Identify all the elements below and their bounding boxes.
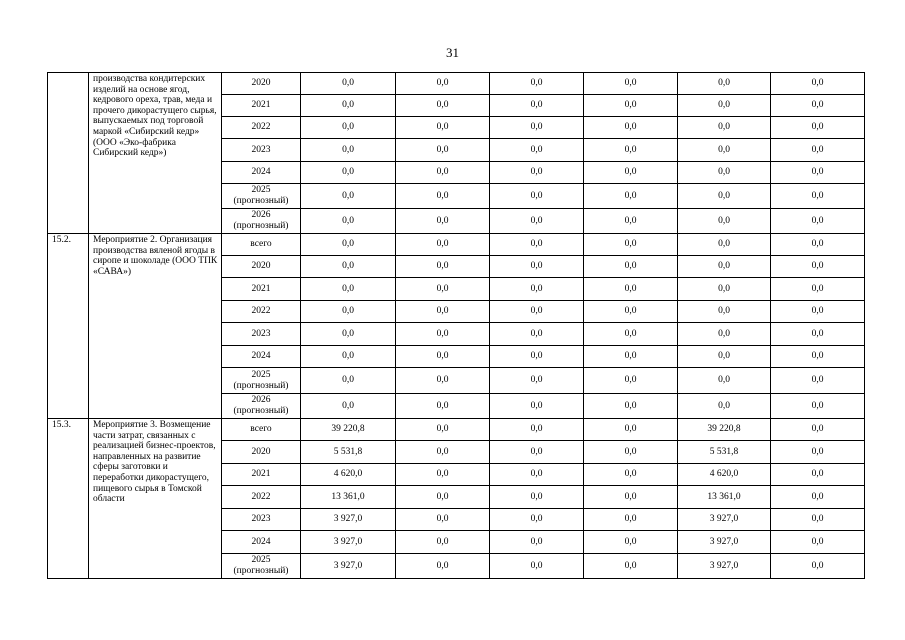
table-row bbox=[48, 73, 865, 95]
value-cell: 0,0 bbox=[771, 554, 865, 579]
value-cell: 0,0 bbox=[771, 209, 865, 234]
value-cell: 0,0 bbox=[584, 531, 678, 554]
year-cell bbox=[222, 531, 301, 554]
value-cell: 0,0 bbox=[678, 117, 771, 139]
value-cell: 0,0 bbox=[301, 117, 396, 139]
value-cell: 0,0 bbox=[490, 301, 584, 323]
value-cell: 0,0 bbox=[678, 95, 771, 117]
year-label: (прогнозный) bbox=[233, 380, 289, 391]
year-cell bbox=[222, 117, 301, 139]
value-cell: 0,0 bbox=[584, 256, 678, 278]
item-number bbox=[48, 73, 89, 234]
year-cell bbox=[222, 278, 301, 301]
year-label: 2024 bbox=[251, 351, 271, 362]
item-description: Мероприятие 3. Возмещение части затрат, связанных с реализацией бизнес-проектов, направленных на развитие сферы заготовки и переработки дикорастущего, пищевого сырья в Томской области bbox=[89, 419, 222, 579]
value-cell: 0,0 bbox=[301, 209, 396, 234]
value-cell: 0,0 bbox=[584, 368, 678, 394]
value-cell: 0,0 bbox=[396, 184, 490, 209]
year-label: 2022 bbox=[251, 491, 271, 502]
value-cell: 0,0 bbox=[771, 441, 865, 464]
value-cell: 0,0 bbox=[490, 139, 584, 162]
value-cell: 0,0 bbox=[301, 95, 396, 117]
value-cell: 0,0 bbox=[678, 323, 771, 346]
item-number: 15.3. bbox=[48, 419, 89, 579]
year-label: всего bbox=[250, 424, 272, 435]
year-label: 2021 bbox=[251, 469, 271, 480]
value-cell: 0,0 bbox=[584, 419, 678, 441]
year-label: 2024 bbox=[251, 167, 271, 178]
value-cell: 0,0 bbox=[584, 234, 678, 256]
value-cell: 0,0 bbox=[396, 278, 490, 301]
year-cell bbox=[222, 368, 301, 394]
value-cell: 0,0 bbox=[301, 234, 396, 256]
value-cell: 3 927,0 bbox=[301, 509, 396, 531]
value-cell: 0,0 bbox=[678, 301, 771, 323]
value-cell: 3 927,0 bbox=[678, 509, 771, 531]
value-cell: 0,0 bbox=[396, 95, 490, 117]
year-label: всего bbox=[250, 239, 272, 250]
value-cell: 0,0 bbox=[584, 73, 678, 95]
value-cell: 13 361,0 bbox=[301, 486, 396, 509]
item-description: производства кондитерских изделий на основе ягод, кедрового ореха, трав, меда и прочего дикорастущего сырья, выпускаемых под торговой маркой «Сибирский кедр» (ООО «Эко-фабрика Сибирский кедр») bbox=[89, 73, 222, 234]
value-cell: 0,0 bbox=[301, 162, 396, 184]
year-cell bbox=[222, 486, 301, 509]
value-cell: 0,0 bbox=[490, 95, 584, 117]
year-label: (прогнозный) bbox=[233, 221, 289, 231]
year-label: 2022 bbox=[251, 122, 271, 133]
value-cell: 0,0 bbox=[584, 394, 678, 419]
value-cell: 0,0 bbox=[771, 394, 865, 419]
year-cell bbox=[222, 209, 301, 234]
year-cell bbox=[222, 95, 301, 117]
value-cell: 0,0 bbox=[396, 162, 490, 184]
value-cell: 0,0 bbox=[396, 301, 490, 323]
value-cell: 0,0 bbox=[490, 368, 584, 394]
value-cell: 0,0 bbox=[678, 162, 771, 184]
value-cell: 5 531,8 bbox=[301, 441, 396, 464]
value-cell: 39 220,8 bbox=[678, 419, 771, 441]
year-cell bbox=[222, 509, 301, 531]
value-cell: 0,0 bbox=[301, 301, 396, 323]
year-label: 2021 bbox=[251, 283, 271, 294]
value-cell: 0,0 bbox=[490, 234, 584, 256]
value-cell: 0,0 bbox=[678, 209, 771, 234]
value-cell: 0,0 bbox=[490, 486, 584, 509]
year-cell bbox=[222, 554, 301, 579]
value-cell: 0,0 bbox=[771, 531, 865, 554]
value-cell: 0,0 bbox=[301, 73, 396, 95]
year-cell bbox=[222, 184, 301, 209]
value-cell: 0,0 bbox=[301, 346, 396, 368]
year-label: 2024 bbox=[251, 536, 271, 547]
year-label: 2026 bbox=[251, 210, 271, 221]
value-cell: 0,0 bbox=[396, 256, 490, 278]
value-cell: 0,0 bbox=[301, 184, 396, 209]
value-cell: 0,0 bbox=[396, 139, 490, 162]
value-cell: 0,0 bbox=[396, 394, 490, 419]
item-description: Мероприятие 2. Организация производства вяленой ягоды в сиропе и шоколаде (ООО ТПК «САВА») bbox=[89, 234, 222, 419]
value-cell: 0,0 bbox=[396, 117, 490, 139]
value-cell: 0,0 bbox=[771, 139, 865, 162]
value-cell: 0,0 bbox=[771, 323, 865, 346]
value-cell: 0,0 bbox=[771, 162, 865, 184]
year-label: (прогнозный) bbox=[233, 406, 289, 416]
table-row bbox=[48, 234, 865, 256]
value-cell: 0,0 bbox=[771, 346, 865, 368]
value-cell: 0,0 bbox=[396, 531, 490, 554]
value-cell: 0,0 bbox=[771, 95, 865, 117]
year-label: 2025 bbox=[251, 185, 271, 196]
value-cell: 0,0 bbox=[490, 117, 584, 139]
year-label: 2020 bbox=[251, 446, 271, 457]
value-cell: 0,0 bbox=[301, 278, 396, 301]
value-cell: 0,0 bbox=[771, 509, 865, 531]
value-cell: 0,0 bbox=[771, 234, 865, 256]
value-cell: 0,0 bbox=[490, 419, 584, 441]
value-cell: 0,0 bbox=[584, 464, 678, 486]
value-cell: 0,0 bbox=[678, 394, 771, 419]
value-cell: 4 620,0 bbox=[678, 464, 771, 486]
year-cell bbox=[222, 139, 301, 162]
value-cell: 0,0 bbox=[584, 184, 678, 209]
value-cell: 0,0 bbox=[301, 139, 396, 162]
budget-table bbox=[47, 72, 865, 579]
value-cell: 0,0 bbox=[678, 184, 771, 209]
value-cell: 0,0 bbox=[678, 139, 771, 162]
value-cell: 0,0 bbox=[490, 464, 584, 486]
value-cell: 3 927,0 bbox=[301, 554, 396, 579]
value-cell: 0,0 bbox=[584, 95, 678, 117]
value-cell: 0,0 bbox=[771, 464, 865, 486]
year-label: 2021 bbox=[251, 100, 271, 111]
value-cell: 0,0 bbox=[301, 394, 396, 419]
value-cell: 0,0 bbox=[396, 73, 490, 95]
value-cell: 0,0 bbox=[678, 256, 771, 278]
table-row bbox=[48, 419, 865, 441]
value-cell: 0,0 bbox=[771, 184, 865, 209]
value-cell: 0,0 bbox=[396, 509, 490, 531]
value-cell: 0,0 bbox=[396, 464, 490, 486]
year-cell bbox=[222, 464, 301, 486]
value-cell: 0,0 bbox=[678, 368, 771, 394]
value-cell: 4 620,0 bbox=[301, 464, 396, 486]
year-label: 2026 bbox=[251, 395, 271, 406]
year-cell bbox=[222, 234, 301, 256]
value-cell: 3 927,0 bbox=[301, 531, 396, 554]
value-cell: 0,0 bbox=[584, 162, 678, 184]
year-label: 2023 bbox=[251, 328, 271, 339]
value-cell: 0,0 bbox=[771, 278, 865, 301]
value-cell: 0,0 bbox=[584, 278, 678, 301]
value-cell: 0,0 bbox=[584, 209, 678, 234]
value-cell: 0,0 bbox=[396, 209, 490, 234]
year-cell bbox=[222, 419, 301, 441]
year-label: 2020 bbox=[251, 261, 271, 272]
value-cell: 0,0 bbox=[771, 73, 865, 95]
value-cell: 0,0 bbox=[771, 301, 865, 323]
value-cell: 0,0 bbox=[584, 301, 678, 323]
year-cell bbox=[222, 346, 301, 368]
value-cell: 0,0 bbox=[396, 441, 490, 464]
year-cell bbox=[222, 441, 301, 464]
value-cell: 0,0 bbox=[490, 162, 584, 184]
year-cell bbox=[222, 256, 301, 278]
value-cell: 0,0 bbox=[490, 323, 584, 346]
value-cell: 0,0 bbox=[771, 419, 865, 441]
value-cell: 0,0 bbox=[301, 368, 396, 394]
value-cell: 0,0 bbox=[490, 209, 584, 234]
value-cell: 0,0 bbox=[301, 323, 396, 346]
value-cell: 0,0 bbox=[396, 346, 490, 368]
value-cell: 0,0 bbox=[396, 419, 490, 441]
value-cell: 0,0 bbox=[584, 441, 678, 464]
value-cell: 0,0 bbox=[678, 346, 771, 368]
value-cell: 0,0 bbox=[490, 346, 584, 368]
value-cell: 0,0 bbox=[396, 554, 490, 579]
value-cell: 0,0 bbox=[771, 256, 865, 278]
value-cell: 0,0 bbox=[584, 554, 678, 579]
value-cell: 3 927,0 bbox=[678, 531, 771, 554]
value-cell: 0,0 bbox=[396, 368, 490, 394]
value-cell: 0,0 bbox=[490, 509, 584, 531]
value-cell: 0,0 bbox=[584, 486, 678, 509]
item-number: 15.2. bbox=[48, 234, 89, 419]
value-cell: 5 531,8 bbox=[678, 441, 771, 464]
value-cell: 0,0 bbox=[771, 368, 865, 394]
year-label: 2025 bbox=[251, 369, 271, 380]
value-cell: 0,0 bbox=[490, 531, 584, 554]
value-cell: 0,0 bbox=[490, 554, 584, 579]
value-cell: 0,0 bbox=[490, 73, 584, 95]
value-cell: 0,0 bbox=[490, 441, 584, 464]
value-cell: 3 927,0 bbox=[678, 554, 771, 579]
value-cell: 0,0 bbox=[490, 184, 584, 209]
value-cell: 0,0 bbox=[584, 509, 678, 531]
value-cell: 0,0 bbox=[771, 117, 865, 139]
year-cell bbox=[222, 73, 301, 95]
value-cell: 0,0 bbox=[584, 117, 678, 139]
value-cell: 0,0 bbox=[678, 278, 771, 301]
year-cell bbox=[222, 301, 301, 323]
value-cell: 0,0 bbox=[301, 256, 396, 278]
value-cell: 0,0 bbox=[584, 346, 678, 368]
value-cell: 0,0 bbox=[490, 278, 584, 301]
page-number: 31 bbox=[446, 45, 459, 60]
year-label: 2023 bbox=[251, 144, 271, 155]
value-cell: 0,0 bbox=[584, 139, 678, 162]
year-cell bbox=[222, 394, 301, 419]
year-label: 2023 bbox=[251, 514, 271, 525]
value-cell: 0,0 bbox=[396, 234, 490, 256]
year-label: (прогнозный) bbox=[233, 196, 289, 206]
year-label: 2025 bbox=[251, 555, 271, 566]
value-cell: 39 220,8 bbox=[301, 419, 396, 441]
value-cell: 0,0 bbox=[771, 486, 865, 509]
year-cell bbox=[222, 323, 301, 346]
value-cell: 0,0 bbox=[490, 256, 584, 278]
value-cell: 0,0 bbox=[490, 394, 584, 419]
value-cell: 0,0 bbox=[678, 73, 771, 95]
year-label: 2020 bbox=[251, 78, 271, 89]
value-cell: 0,0 bbox=[678, 234, 771, 256]
year-label: (прогнозный) bbox=[233, 566, 289, 576]
value-cell: 0,0 bbox=[396, 486, 490, 509]
year-cell bbox=[222, 162, 301, 184]
year-label: 2022 bbox=[251, 306, 271, 317]
value-cell: 13 361,0 bbox=[678, 486, 771, 509]
value-cell: 0,0 bbox=[584, 323, 678, 346]
value-cell: 0,0 bbox=[396, 323, 490, 346]
